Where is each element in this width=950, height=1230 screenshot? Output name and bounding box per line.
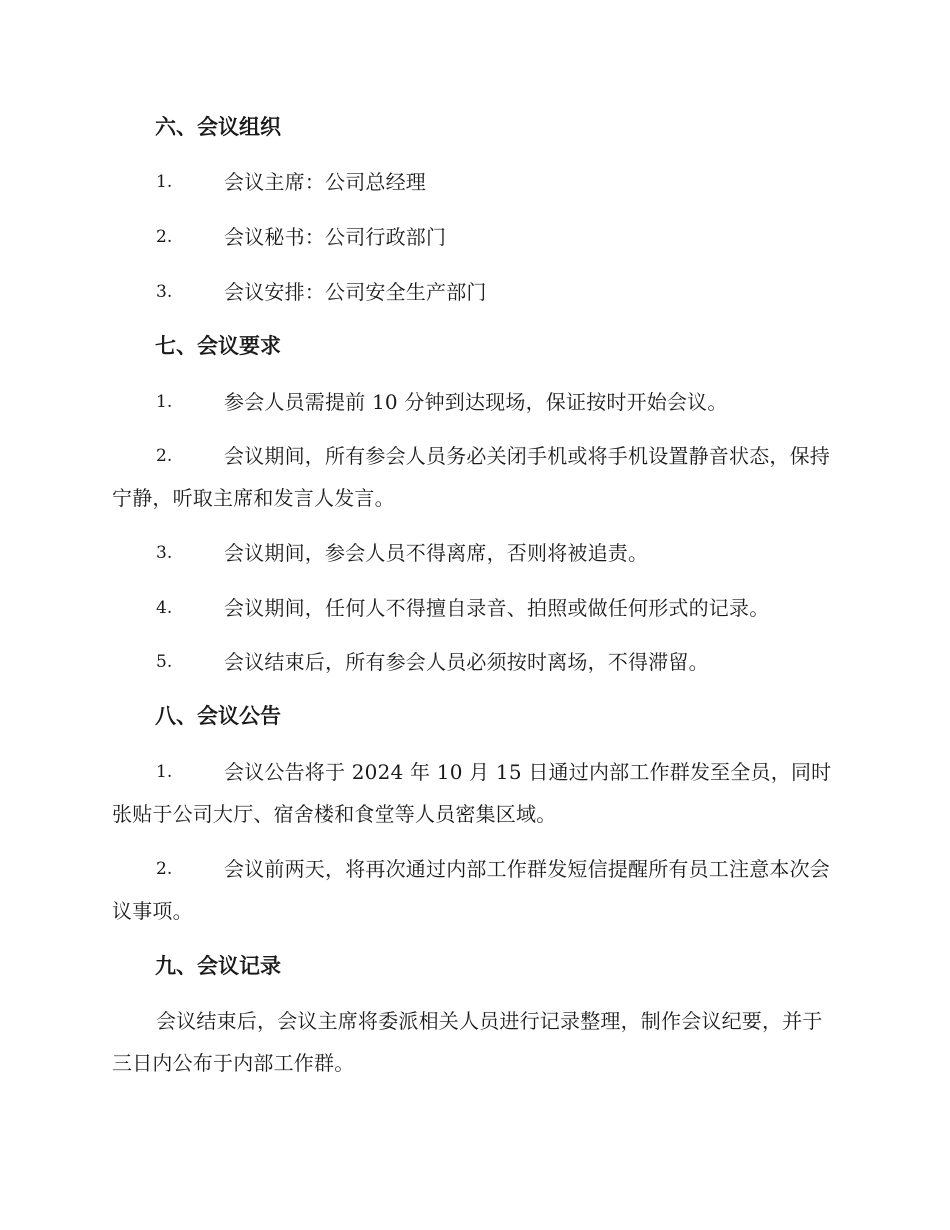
list-number: 3. [156, 543, 173, 563]
list-item [112, 751, 832, 835]
list-number: 3. [156, 282, 173, 302]
list-item [112, 435, 832, 519]
list-item [112, 641, 832, 683]
list-text: 会议前两天，将再次通过内部工作群发短信提醒所有员工注意本次会议事项。 [112, 857, 830, 923]
section-heading: 九、会议记录 [155, 953, 281, 978]
section-heading: 七、会议要求 [155, 333, 281, 358]
list-text: 会议结束后，所有参会人员必须按时离场，不得滞留。 [224, 650, 709, 674]
list-item [112, 532, 832, 574]
list-item [112, 216, 832, 258]
list-number: 1. [156, 172, 173, 192]
list-text: 会议主席：公司总经理 [224, 170, 426, 194]
list-text: 会议公告将于 2024 年 10 月 15 日通过内部工作群发至全员，同时张贴于公司大厅、宿舍楼和食堂等人员密集区域。 [112, 760, 832, 826]
list-text: 参会人员需提前 10 分钟到达现场，保证按时开始会议。 [224, 390, 728, 414]
paragraph: 会议结束后，会议主席将委派相关人员进行记录整理，制作会议纪要，并于三日内公布于内部工作群。 [112, 1009, 823, 1075]
list-number: 2. [156, 227, 173, 247]
list-text: 会议期间，所有参会人员务必关闭手机或将手机设置静音状态，保持宁静，听取主席和发言人发言。 [112, 444, 830, 510]
list-number: 1. [156, 762, 173, 782]
list-item [112, 381, 832, 423]
list-item [112, 587, 832, 629]
list-number: 4. [156, 598, 173, 618]
list-text: 会议期间，任何人不得擅自录音、拍照或做任何形式的记录。 [224, 596, 770, 620]
list-number: 2. [156, 859, 173, 879]
list-text: 会议安排：公司安全生产部门 [224, 280, 487, 304]
list-text: 会议期间，参会人员不得离席，否则将被追责。 [224, 541, 649, 565]
section-heading: 六、会议组织 [155, 114, 281, 139]
list-number: 2. [156, 446, 173, 466]
list-item [112, 271, 832, 313]
list-item [112, 848, 832, 932]
list-number: 5. [156, 652, 173, 672]
list-item [112, 161, 832, 203]
list-number: 1. [156, 392, 173, 412]
section-heading: 八、会议公告 [155, 703, 281, 728]
list-text: 会议秘书：公司行政部门 [224, 225, 447, 249]
